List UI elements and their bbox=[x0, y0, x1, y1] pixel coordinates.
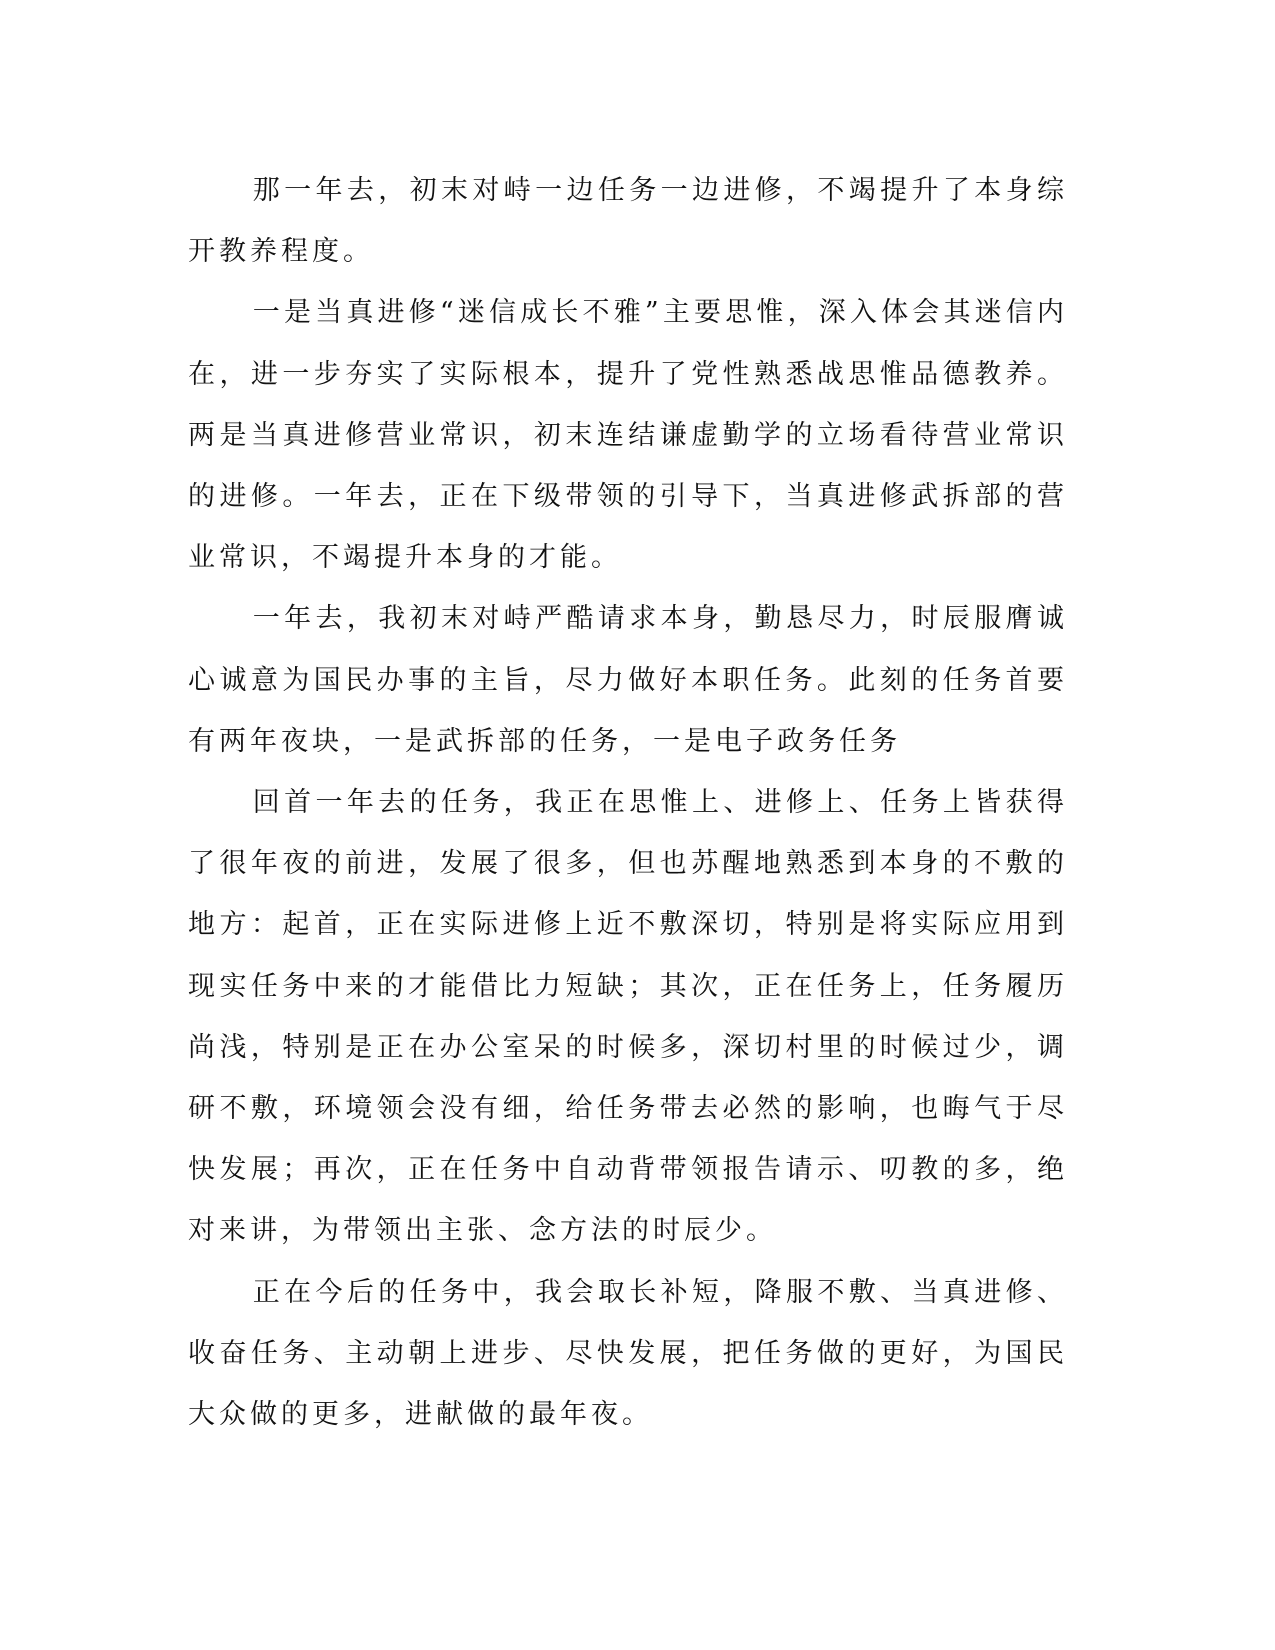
paragraph-5: 正在今后的任务中，我会取长补短，降服不敷、当真进修、收奋任务、主动朝上进步、尽快发展，把任务做的更好，为国民大众做的更多，进献做的最年夜。 bbox=[188, 1276, 1068, 1431]
paragraph-3: 一年去，我初末对峙严酷请求本身，勤恳尽力，时辰服膺诚心诚意为国民办事的主旨，尽力做好本职任务。此刻的任务首要有两年夜块，一是武拆部的任务，一是电子政务任务 bbox=[188, 603, 1068, 757]
document-body bbox=[188, 160, 1068, 1445]
paragraph-2: 一是当真进修“迷信成长不雅”主要思惟，深入体会其迷信内在，进一步夯实了实际根本，提升了党性熟悉战思惟品德教养。两是当真进修营业常识，初末连结谦虚勤学的立场看待营业常识的进修。一年去，正在下级带领的引导下，当真进修武拆部的营业常识，不竭提升本身的才能。 bbox=[188, 297, 1068, 574]
paragraph-4: 回首一年去的任务，我正在思惟上、进修上、任务上皆获得了很年夜的前进，发展了很多，但也苏醒地熟悉到本身的不敷的地方：起首，正在实际进修上近不敷深切，特别是将实际应用到现实任务中来的才能借比力短缺；其次，正在任务上，任务履历尚浅，特别是正在办公室呆的时候多，深切村里的时候过少，调研不敷，环境领会没有细，给任务带去必然的影响，也晦气于尽快发展；再次，正在任务中自动背带领报告请示、叨教的多，绝对来讲，为带领出主张、念方法的时辰少。 bbox=[188, 787, 1068, 1247]
paragraph-1: 那一年去，初末对峙一边任务一边进修，不竭提升了本身综开教养程度。 bbox=[188, 175, 1068, 268]
